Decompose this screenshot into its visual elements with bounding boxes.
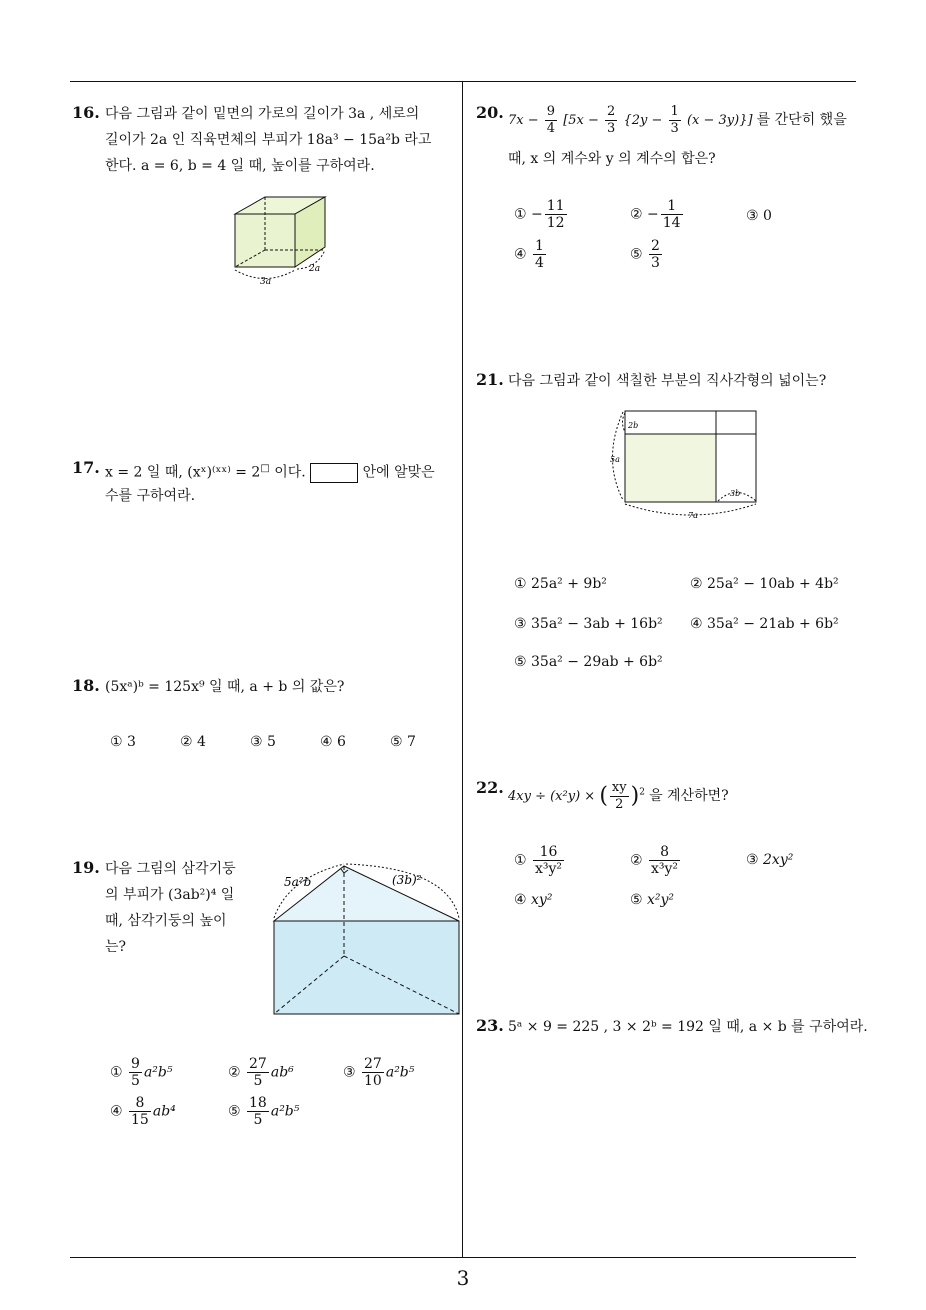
label-5a2b: 5a²b (284, 875, 312, 889)
column-divider (462, 81, 463, 1258)
question-text-line: 길이가 2a 인 직육면체의 부피가 18a³ − 15a²b 라고 (105, 132, 432, 148)
fraction (669, 104, 681, 137)
expr-part: 4xy ÷ (x²y) × (508, 789, 596, 804)
sign: − (531, 206, 543, 223)
option-4[interactable] (110, 1095, 176, 1128)
denominator: 14 (662, 215, 681, 231)
question-text-line: 다음 그림과 같이 색칠한 부분의 직사각형의 넓이는? (508, 373, 827, 389)
numerator: 9 (546, 104, 556, 119)
denominator: x³y² (535, 861, 563, 877)
option-mark: ① (110, 1064, 123, 1081)
bottom-rule (70, 1257, 856, 1258)
option-term: ab⁴ (152, 1103, 176, 1120)
text: 안에 알맞은 (362, 464, 435, 481)
option-mark: ⑤ (630, 892, 643, 908)
page-number: 3 (456, 1266, 470, 1290)
option-3[interactable]: ③ 35a² − 3ab + 16b² (514, 616, 663, 632)
option-2[interactable] (228, 1056, 294, 1089)
option-value: xy² (531, 892, 553, 908)
denominator: 3 (670, 121, 679, 136)
label-7a: 7a (688, 511, 698, 520)
fraction (649, 238, 662, 271)
option-value: 0 (763, 208, 772, 224)
option-mark: ① (514, 206, 527, 223)
question-number: 21. (476, 370, 504, 389)
fraction (649, 844, 680, 877)
question-text-line: 의 부피가 (3ab²)⁴ 일 (105, 887, 235, 903)
denominator: 5 (253, 1112, 263, 1128)
fraction (605, 104, 617, 137)
option-term: ab⁶ (270, 1064, 294, 1081)
question-text: 를 간단히 했을 (756, 112, 847, 128)
option-5[interactable]: ⑤ 35a² − 29ab + 6b² (514, 654, 663, 670)
question-number: 22. (476, 778, 504, 797)
denominator: 12 (546, 215, 565, 231)
question-text-line (105, 456, 435, 486)
fraction (362, 1056, 384, 1089)
question-text: 을 계산하면? (649, 788, 729, 804)
denominator: 10 (364, 1073, 382, 1089)
expr-part: 7x − (508, 113, 539, 128)
fraction (545, 104, 557, 137)
denominator: x³y² (651, 861, 679, 877)
exponent: 2 (639, 787, 645, 798)
numerator: 27 (249, 1056, 267, 1072)
option-4[interactable]: ④ 35a² − 21ab + 6b² (690, 616, 839, 632)
option-5[interactable] (630, 892, 674, 908)
option-5[interactable]: ⑤ 7 (390, 734, 416, 750)
question-text-line: (5xᵃ)ᵇ = 125x⁹ 일 때, a + b 의 값은? (105, 679, 345, 695)
label-3b: 3b (730, 489, 741, 498)
label-5a: 5a (610, 455, 620, 464)
numerator: 11 (546, 198, 565, 214)
equation: x = 2 일 때, (xˣ)⁽ˣˣ⁾ = 2 (105, 464, 261, 481)
option-mark: ② (630, 852, 643, 869)
question-number: 18. (72, 676, 100, 695)
label-3b-squared: (3b)² (392, 873, 422, 887)
numerator: 2 (651, 238, 660, 254)
cuboid-figure (225, 192, 345, 292)
fraction (247, 1095, 269, 1128)
fraction (247, 1056, 269, 1089)
question-text-line: 한다. a = 6, b = 4 일 때, 높이를 구하여라. (105, 158, 375, 174)
option-mark: ④ (514, 246, 527, 263)
question-number: 20. (476, 103, 504, 122)
option-5[interactable] (630, 238, 664, 271)
top-rule (70, 81, 856, 82)
option-value: x²y² (647, 892, 675, 908)
paren: ( (599, 783, 608, 809)
expr-part: (x − 3y)}] (686, 113, 753, 128)
numerator: 9 (131, 1056, 140, 1072)
sign: − (647, 206, 659, 223)
option-term: a²b⁵ (143, 1064, 173, 1081)
rectangle-figure (606, 404, 766, 524)
label-3a: 3a (260, 277, 272, 287)
option-1[interactable]: ① 25a² + 9b² (514, 576, 607, 592)
text: 이다. (274, 464, 306, 481)
option-2[interactable] (630, 198, 685, 231)
question-text-line: 5ᵃ × 9 = 225 , 3 × 2ᵇ = 192 일 때, a × b 를 구하여라. (508, 1019, 868, 1035)
option-4[interactable] (514, 892, 552, 908)
numerator: 1 (535, 238, 544, 254)
option-2[interactable] (630, 844, 682, 877)
option-2[interactable]: ② 4 (180, 734, 206, 750)
option-1[interactable] (514, 844, 566, 877)
option-3[interactable] (343, 1056, 414, 1089)
denominator: 15 (131, 1112, 149, 1128)
numerator: 1 (670, 104, 679, 119)
fraction (545, 198, 567, 231)
numerator: xy (611, 780, 627, 795)
question-expression (508, 780, 729, 813)
question-text-line: 다음 그림의 삼각기둥 (105, 861, 236, 877)
option-3[interactable] (746, 208, 772, 224)
fraction (129, 1095, 151, 1128)
fraction (661, 198, 683, 231)
option-5[interactable] (228, 1095, 299, 1128)
question-number: 17. (72, 458, 100, 477)
option-mark: ③ (746, 208, 759, 224)
option-term: a²b⁵ (385, 1064, 415, 1081)
answer-blank-box (310, 463, 358, 483)
numerator: 16 (533, 844, 564, 861)
label-2a: 2a (309, 264, 321, 274)
fraction (129, 1056, 142, 1089)
numerator: 8 (649, 844, 680, 861)
option-1[interactable] (514, 198, 569, 231)
denominator: 4 (546, 121, 556, 136)
numerator: 2 (607, 104, 616, 119)
small-box-icon: □ (260, 463, 270, 474)
option-2[interactable]: ② 25a² − 10ab + 4b² (690, 576, 839, 592)
numerator: 8 (129, 1095, 151, 1112)
option-1[interactable]: ① 3 (110, 734, 136, 750)
option-mark: ⑤ (630, 246, 643, 263)
denominator: 3 (651, 255, 660, 271)
option-4[interactable] (514, 238, 548, 271)
paren: ) (630, 783, 640, 809)
denominator: 2 (615, 797, 624, 812)
expr-part: [5x − (563, 113, 599, 128)
option-1[interactable] (110, 1056, 172, 1089)
option-value: 2xy² (763, 852, 794, 868)
fraction (610, 780, 629, 813)
question-expression (508, 104, 847, 137)
option-mark: ① (514, 852, 527, 869)
label-2b: 2b (628, 421, 639, 430)
question-text-line: 다음 그림과 같이 밑면의 가로의 길이가 3a , 세로의 (105, 106, 420, 122)
denominator: 5 (253, 1073, 263, 1089)
option-4[interactable]: ④ 6 (320, 734, 346, 750)
numerator: 27 (364, 1056, 382, 1072)
question-number: 23. (476, 1016, 504, 1035)
option-3[interactable]: ③ 5 (250, 734, 276, 750)
expr-part: {2y − (623, 113, 663, 128)
option-mark: ② (228, 1064, 241, 1081)
denominator: 4 (535, 255, 544, 271)
option-mark: ② (630, 206, 643, 223)
triangular-prism-figure (268, 858, 468, 1018)
numerator: 1 (661, 198, 683, 215)
question-text-line: 때, 삼각기둥의 높이 (105, 913, 227, 929)
denominator: 5 (131, 1073, 140, 1089)
option-mark: ③ (343, 1064, 356, 1081)
denominator: 3 (607, 121, 616, 136)
option-mark: ⑤ (228, 1103, 241, 1120)
option-mark: ④ (110, 1103, 123, 1120)
question-number: 19. (72, 858, 100, 877)
option-3[interactable] (746, 852, 793, 868)
option-mark: ④ (514, 892, 527, 908)
question-text-line: 는? (105, 939, 127, 955)
question-text-line: 때, x 의 계수와 y 의 계수의 합은? (508, 151, 716, 167)
option-term: a²b⁵ (270, 1103, 300, 1120)
fraction (533, 238, 546, 271)
question-text-line: 수를 구하여라. (105, 488, 196, 504)
fraction (533, 844, 564, 877)
question-number: 16. (72, 103, 100, 122)
option-mark: ③ (746, 852, 759, 868)
numerator: 18 (249, 1095, 267, 1111)
